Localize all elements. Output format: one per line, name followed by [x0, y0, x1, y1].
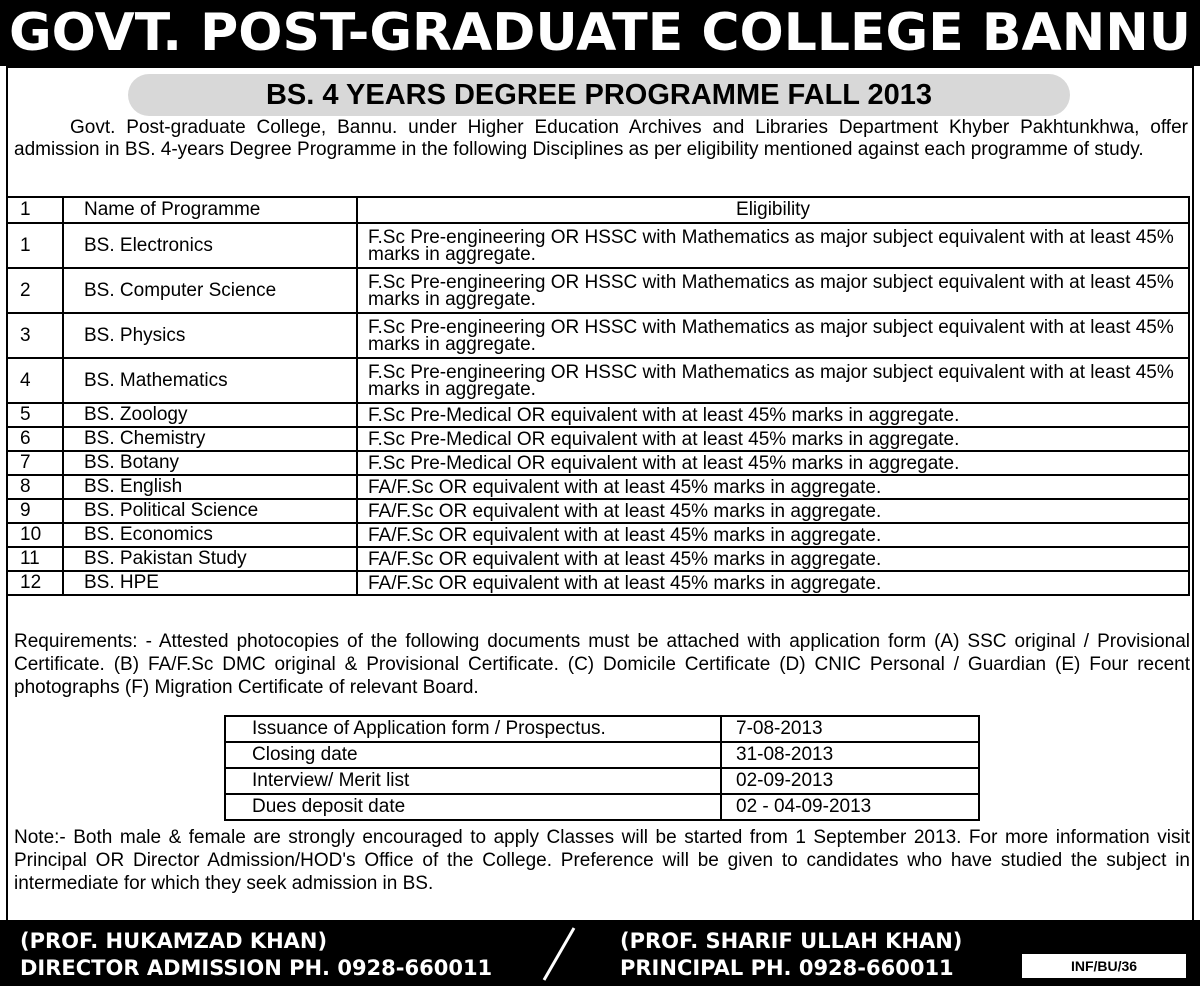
table-row: [7, 547, 1189, 571]
row-number: 3: [7, 313, 63, 358]
schedule-table: [224, 715, 980, 821]
schedule-row: [225, 794, 979, 820]
page-header: [0, 0, 1200, 66]
schedule-date: 02-09-2013: [721, 768, 979, 794]
eligibility: FA/F.Sc OR equivalent with at least 45% marks in aggregate.: [357, 523, 1189, 547]
row-number: 7: [7, 451, 63, 475]
programme-table-header: [7, 197, 1189, 223]
schedule-row: [225, 768, 979, 794]
table-row: [7, 223, 1189, 268]
programme-name: BS. Electronics: [63, 223, 357, 268]
eligibility: FA/F.Sc OR equivalent with at least 45% marks in aggregate.: [357, 475, 1189, 499]
programme-name: BS. Mathematics: [63, 358, 357, 403]
schedule-event: Closing date: [225, 742, 721, 768]
programme-name: BS. Chemistry: [63, 427, 357, 451]
programme-table: [6, 196, 1190, 596]
eligibility: F.Sc Pre-Medical OR equivalent with at least 45% marks in aggregate.: [357, 427, 1189, 451]
table-row: [7, 358, 1189, 403]
programme-name: BS. Pakistan Study: [63, 547, 357, 571]
slash-divider: [536, 924, 582, 984]
schedule-event: Dues deposit date: [225, 794, 721, 820]
row-number: 1: [7, 223, 63, 268]
row-number: 5: [7, 403, 63, 427]
intro-text: Govt. Post-graduate College, Bannu. under Higher Education Archives and Libraries Department Khyber Pakhtunkhwa, offer admission in BS. 4-years Degree Programme in the following Disciplines as per eligibility mentioned against each programme of study.: [14, 117, 1188, 160]
director-title: DIRECTOR ADMISSION PH. 0928-660011: [20, 956, 493, 980]
programme-name: BS. Computer Science: [63, 268, 357, 313]
director-signature-block: [20, 928, 492, 982]
schedule-date: 31-08-2013: [721, 742, 979, 768]
requirements-paragraph: Requirements: - Attested photocopies of the following documents must be attached with application form (A) SSC original / Provisional Certificate. (B) FA/F.Sc DMC original & Provisional Certificate. (C) Domicile Certificate (D) CNIC Personal / Guardian (E) Four recent photographs (F) Migration Certificate of relevant Board.: [14, 631, 1190, 698]
row-number: 9: [7, 499, 63, 523]
table-row: [7, 268, 1189, 313]
table-row: [7, 475, 1189, 499]
table-row: [7, 313, 1189, 358]
schedule-event: Interview/ Merit list: [225, 768, 721, 794]
principal-signature-block: [620, 928, 962, 982]
college-title: GOVT. POST-GRADUATE COLLEGE BANNU: [8, 3, 1191, 63]
table-row: [7, 499, 1189, 523]
table-row: [7, 523, 1189, 547]
director-name: (PROF. HUKAMZAD KHAN): [20, 929, 328, 953]
schedule-date: 02 - 04-09-2013: [721, 794, 979, 820]
eligibility: F.Sc Pre-Medical OR equivalent with at least 45% marks in aggregate.: [357, 403, 1189, 427]
col-header-number: 1: [7, 197, 63, 223]
col-header-programme: Name of Programme: [63, 197, 357, 223]
programme-name: BS. HPE: [63, 571, 357, 595]
row-number: 10: [7, 523, 63, 547]
schedule-date: 7-08-2013: [721, 716, 979, 742]
programme-name: BS. Economics: [63, 523, 357, 547]
signature-footer: [0, 920, 1200, 986]
programme-name: BS. Physics: [63, 313, 357, 358]
principal-title: PRINCIPAL PH. 0928-660011: [620, 956, 954, 980]
eligibility: F.Sc Pre-Medical OR equivalent with at least 45% marks in aggregate.: [357, 451, 1189, 475]
eligibility: FA/F.Sc OR equivalent with at least 45% marks in aggregate.: [357, 571, 1189, 595]
programme-name: BS. Political Science: [63, 499, 357, 523]
eligibility: F.Sc Pre-engineering OR HSSC with Mathematics as major subject equivalent with at least 45% marks in aggregate.: [357, 313, 1189, 358]
eligibility: FA/F.Sc OR equivalent with at least 45% marks in aggregate.: [357, 547, 1189, 571]
eligibility: FA/F.Sc OR equivalent with at least 45% marks in aggregate.: [357, 499, 1189, 523]
table-row: [7, 427, 1189, 451]
table-row: [7, 403, 1189, 427]
reference-code: INF/BU/36: [1022, 954, 1186, 978]
eligibility: F.Sc Pre-engineering OR HSSC with Mathematics as major subject equivalent with at least 45% marks in aggregate.: [357, 223, 1189, 268]
principal-name: (PROF. SHARIF ULLAH KHAN): [620, 929, 963, 953]
schedule-row: [225, 716, 979, 742]
eligibility: F.Sc Pre-engineering OR HSSC with Mathematics as major subject equivalent with at least 45% marks in aggregate.: [357, 268, 1189, 313]
table-row: [7, 451, 1189, 475]
programme-subtitle: BS. 4 YEARS DEGREE PROGRAMME FALL 2013: [128, 74, 1070, 116]
col-header-eligibility: Eligibility: [357, 197, 1189, 223]
row-number: 2: [7, 268, 63, 313]
eligibility: F.Sc Pre-engineering OR HSSC with Mathematics as major subject equivalent with at least 45% marks in aggregate.: [357, 358, 1189, 403]
row-number: 6: [7, 427, 63, 451]
row-number: 12: [7, 571, 63, 595]
row-number: 11: [7, 547, 63, 571]
schedule-row: [225, 742, 979, 768]
programme-name: BS. English: [63, 475, 357, 499]
schedule-event: Issuance of Application form / Prospectus.: [225, 716, 721, 742]
row-number: 4: [7, 358, 63, 403]
table-row: [7, 571, 1189, 595]
note-paragraph: Note:- Both male & female are strongly encouraged to apply Classes will be started from 1 September 2013. For more information visit Principal OR Director Admission/HOD's Office of the College. Preference will be given to candidates who have studied the subject in intermediate for which they seek admission in BS.: [14, 827, 1190, 894]
programme-name: BS. Botany: [63, 451, 357, 475]
programme-name: BS. Zoology: [63, 403, 357, 427]
intro-paragraph: [14, 117, 1188, 161]
row-number: 8: [7, 475, 63, 499]
